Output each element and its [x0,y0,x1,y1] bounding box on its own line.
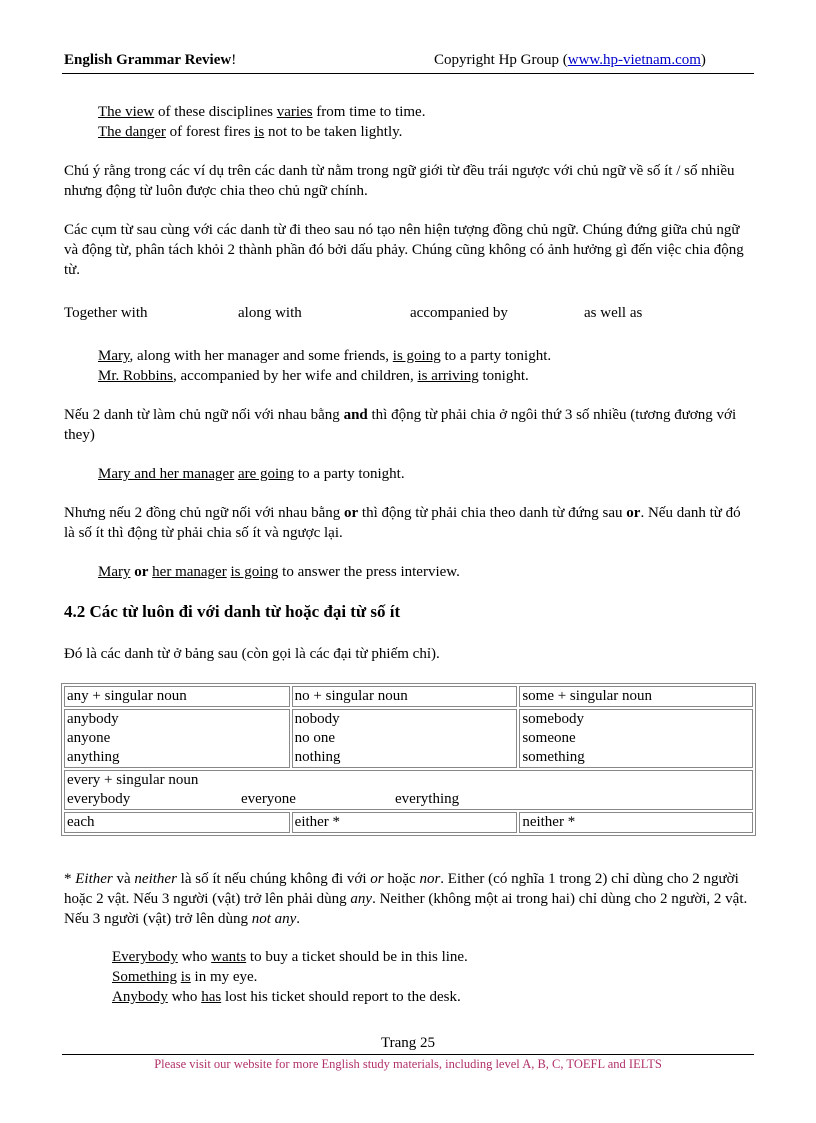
phrase-item: accompanied by [410,305,508,321]
table-cell: neither * [519,812,753,833]
table-row [64,686,753,707]
example-line: Mr. Robbins, accompanied by her wife and children, is arriving tonight. [98,368,529,384]
table-cell: anybody anyone anything [64,709,290,768]
table-row [64,709,753,768]
table-cell: each [64,812,290,833]
example-line: Something is in my eye. [112,969,258,985]
example-line: Everybody who wants to buy a ticket should be in this line. [112,949,468,965]
example-line: The view of these disciplines varies from time to time. [98,104,426,120]
footer-note: Please visit our website for more English study materials, including level A, B, C, TOEFL and IELTS [154,1057,662,1071]
table-cell: no + singular noun [292,686,518,707]
table-cell: nobody no one nothing [292,709,518,768]
phrase-item: as well as [584,305,643,321]
note-paragraph: * Either và neither là số ít nếu chúng không đi với or hoặc nor. Either (có nghĩa 1 trong 2) chỉ dùng cho 2 người hoặc 2 vật. Nếu 3 người (vật) trở lên phải dùng any. Neither (không một ai trong hai) chỉ dùng cho 2 người, 2 vật. Nếu 3 người (vật) trở lên dùng not any. [64,871,748,927]
header-title: English Grammar Review! [64,52,237,68]
example-line: Mary and her manager are going to a party tonight. [98,466,405,482]
example-line: The danger of forest fires is not to be taken lightly. [98,124,403,140]
page-number: Trang 25 [380,1035,436,1051]
table-cell: either * [292,812,518,833]
table-cell: any + singular noun [64,686,290,707]
example-line: Mary, along with her manager and some friends, is going to a party tonight. [98,348,552,364]
section-intro: Đó là các danh từ ở bảng sau (còn gọi là các đại từ phiếm chỉ). [64,646,440,662]
table-cell: somebody someone something [519,709,753,768]
phrase-item: Together with [64,305,148,321]
header-copyright: Copyright Hp Group (www.hp-vietnam.com) [434,52,706,68]
paragraph: Nếu 2 danh từ làm chủ ngữ nối với nhau bằng and thì động từ phải chia ở ngôi thứ 3 số nhiều (tương đương với they) [64,407,737,443]
table-row [64,770,753,810]
table-cell: every + singular noun everybody everyone everything [64,770,753,810]
website-link[interactable]: www.hp-vietnam.com [567,52,701,68]
example-line: Anybody who has lost his ticket should report to the desk. [112,989,461,1005]
table-cell: some + singular noun [519,686,753,707]
phrase-item: along with [238,305,302,321]
footer-divider [62,1054,754,1055]
paragraph: Các cụm từ sau cùng với các danh từ đi theo sau nó tạo nên hiện tượng đồng chủ ngữ. Chúng đứng giữa chủ ngữ và động từ, phân tách khỏi 2 thành phần đó bởi dấu phảy. Chúng cũng không có ảnh hưởng gì đến việc chia động từ. [64,222,744,278]
paragraph: Nhưng nếu 2 đồng chủ ngữ nối với nhau bằng or thì động từ phải chia theo danh từ đứng sau or. Nếu danh từ đó là số ít thì động từ phải chia số ít và ngược lại. [64,505,741,541]
section-heading: 4.2 Các từ luôn đi với danh từ hoặc đại từ số ít [64,602,401,621]
table-row [64,812,753,833]
header-divider [62,73,754,74]
pronoun-table [61,683,756,836]
example-line: Mary or her manager is going to answer the press interview. [98,564,460,580]
paragraph: Chú ý rằng trong các ví dụ trên các danh từ nằm trong ngữ giới từ đều trái ngược với chủ ngữ về số ít / số nhiều nhưng động từ luôn được chia theo chủ ngữ chính. [64,163,735,199]
